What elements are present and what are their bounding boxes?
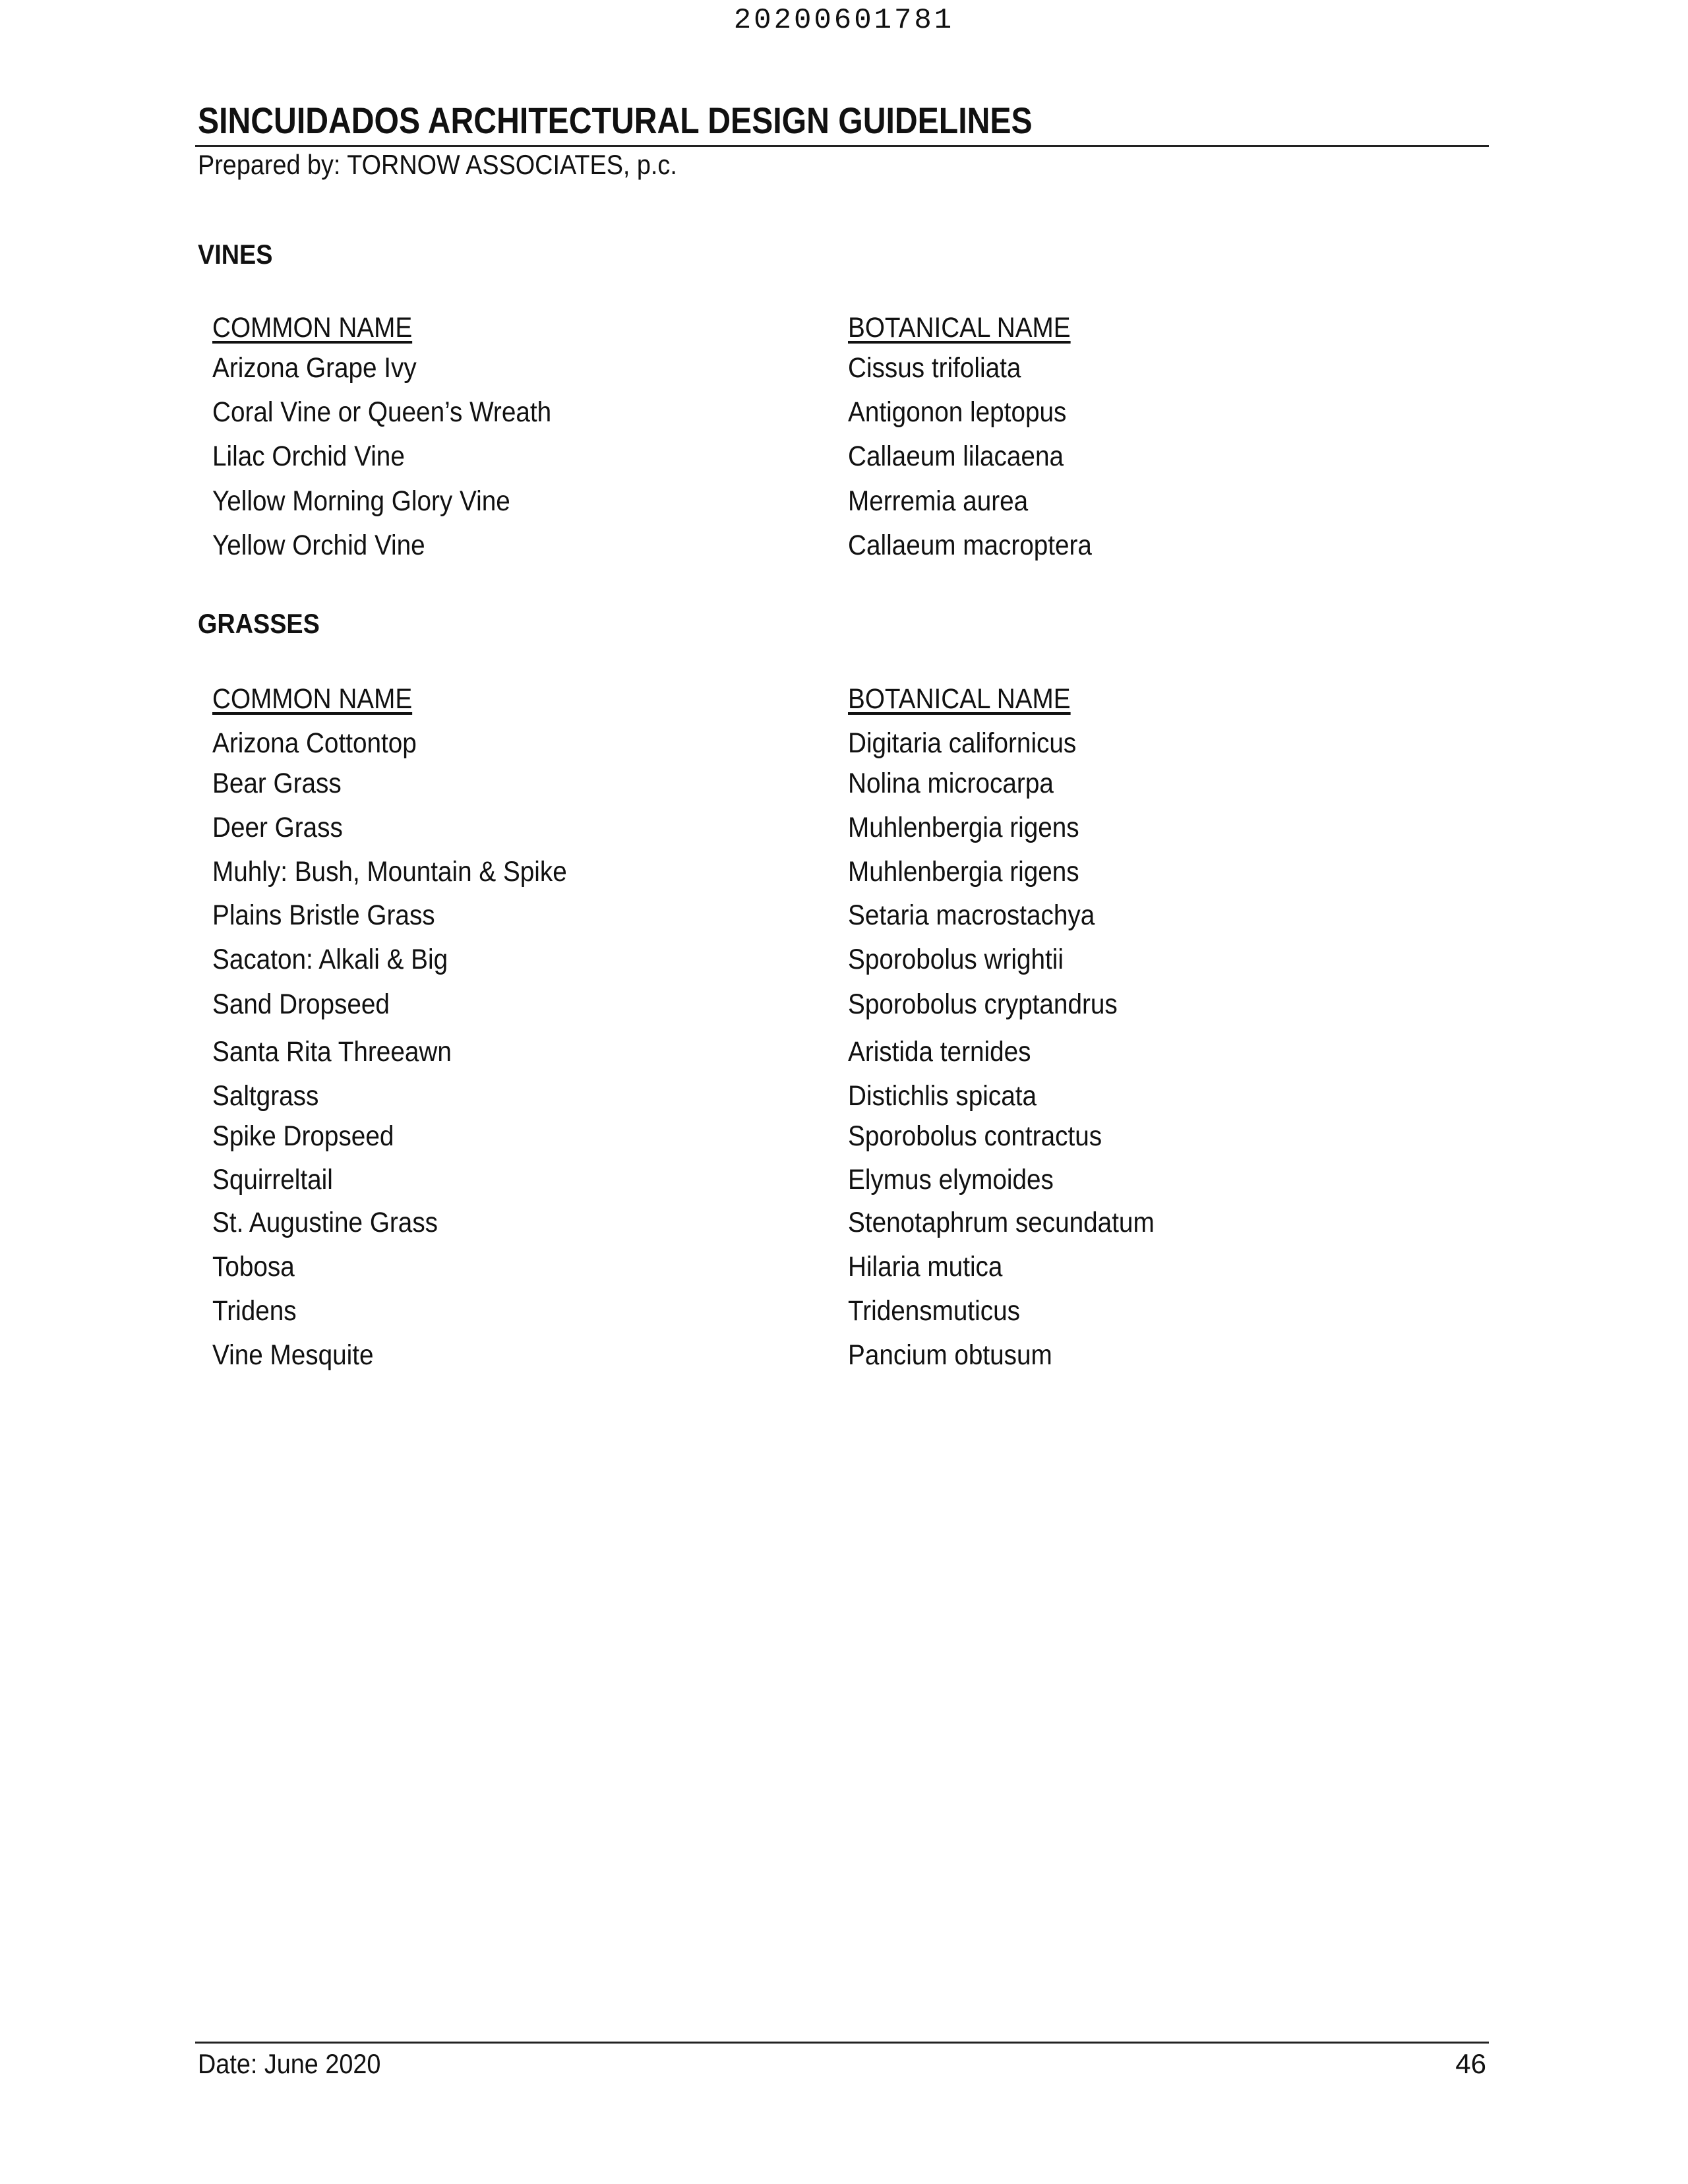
grasses-botanical-name: Tridensmuticus xyxy=(848,1295,1020,1327)
vines-botanical-name: Merremia aurea xyxy=(848,485,1029,517)
grasses-common-name: Bear Grass xyxy=(212,768,342,799)
grasses-botanical-header: BOTANICAL NAME xyxy=(848,683,1071,715)
grasses-botanical-name: Aristida ternides xyxy=(848,1036,1031,1068)
grasses-common-name: Spike Dropseed xyxy=(212,1120,394,1152)
grasses-botanical-name: Hilaria mutica xyxy=(848,1251,1003,1283)
grasses-botanical-name: Stenotaphrum secundatum xyxy=(848,1207,1155,1238)
vines-common-name: Lilac Orchid Vine xyxy=(212,440,405,472)
vines-botanical-name: Callaeum lilacaena xyxy=(848,440,1064,472)
footer-date: Date: June 2020 xyxy=(198,2048,381,2079)
vines-common-header: COMMON NAME xyxy=(212,312,413,344)
grasses-common-name: Arizona Cottontop xyxy=(212,727,417,759)
grasses-common-name: Santa Rita Threeawn xyxy=(212,1036,452,1068)
grasses-botanical-name: Muhlenbergia rigens xyxy=(848,812,1079,843)
grasses-common-name: Saltgrass xyxy=(212,1080,319,1112)
page-title: SINCUIDADOS ARCHITECTURAL DESIGN GUIDELINES xyxy=(198,100,1033,141)
vines-common-name: Coral Vine or Queen’s Wreath xyxy=(212,396,552,428)
grasses-common-name: Vine Mesquite xyxy=(212,1339,374,1371)
grasses-common-header: COMMON NAME xyxy=(212,683,413,715)
vines-botanical-name: Antigonon leptopus xyxy=(848,396,1067,428)
grasses-common-name: Tridens xyxy=(212,1295,297,1327)
grasses-botanical-name: Setaria macrostachya xyxy=(848,899,1095,931)
grasses-common-name: Deer Grass xyxy=(212,812,343,843)
grasses-botanical-name: Nolina microcarpa xyxy=(848,768,1054,799)
grasses-common-name: Muhly: Bush, Mountain & Spike xyxy=(212,856,567,888)
grasses-common-name: St. Augustine Grass xyxy=(212,1207,438,1238)
grasses-botanical-name: Sporobolus wrightii xyxy=(848,944,1064,975)
page-number: 46 xyxy=(1455,2048,1486,2079)
grasses-botanical-name: Muhlenbergia rigens xyxy=(848,856,1079,888)
grasses-common-name: Squirreltail xyxy=(212,1164,333,1196)
grasses-botanical-name: Sporobolus contractus xyxy=(848,1120,1102,1152)
grasses-common-name: Plains Bristle Grass xyxy=(212,899,435,931)
document-id: 20200601781 xyxy=(733,4,955,37)
header-rule xyxy=(195,145,1489,147)
grasses-botanical-name: Digitaria californicus xyxy=(848,727,1077,759)
vines-botanical-header: BOTANICAL NAME xyxy=(848,312,1071,344)
grasses-botanical-name: Sporobolus cryptandrus xyxy=(848,988,1118,1020)
vines-common-name: Yellow Morning Glory Vine xyxy=(212,485,510,517)
grasses-botanical-name: Elymus elymoides xyxy=(848,1164,1054,1196)
grasses-common-name: Sacaton: Alkali & Big xyxy=(212,944,448,975)
grasses-heading: GRASSES xyxy=(198,608,320,639)
vines-botanical-name: Cissus trifoliata xyxy=(848,352,1021,384)
prepared-by: Prepared by: TORNOW ASSOCIATES, p.c. xyxy=(198,149,677,180)
grasses-common-name: Sand Dropseed xyxy=(212,988,390,1020)
vines-common-name: Arizona Grape Ivy xyxy=(212,352,417,384)
footer-rule xyxy=(195,2042,1489,2044)
grasses-botanical-name: Pancium obtusum xyxy=(848,1339,1052,1371)
vines-heading: VINES xyxy=(198,239,273,270)
vines-botanical-name: Callaeum macroptera xyxy=(848,530,1092,561)
grasses-common-name: Tobosa xyxy=(212,1251,295,1283)
vines-common-name: Yellow Orchid Vine xyxy=(212,530,425,561)
grasses-botanical-name: Distichlis spicata xyxy=(848,1080,1037,1112)
